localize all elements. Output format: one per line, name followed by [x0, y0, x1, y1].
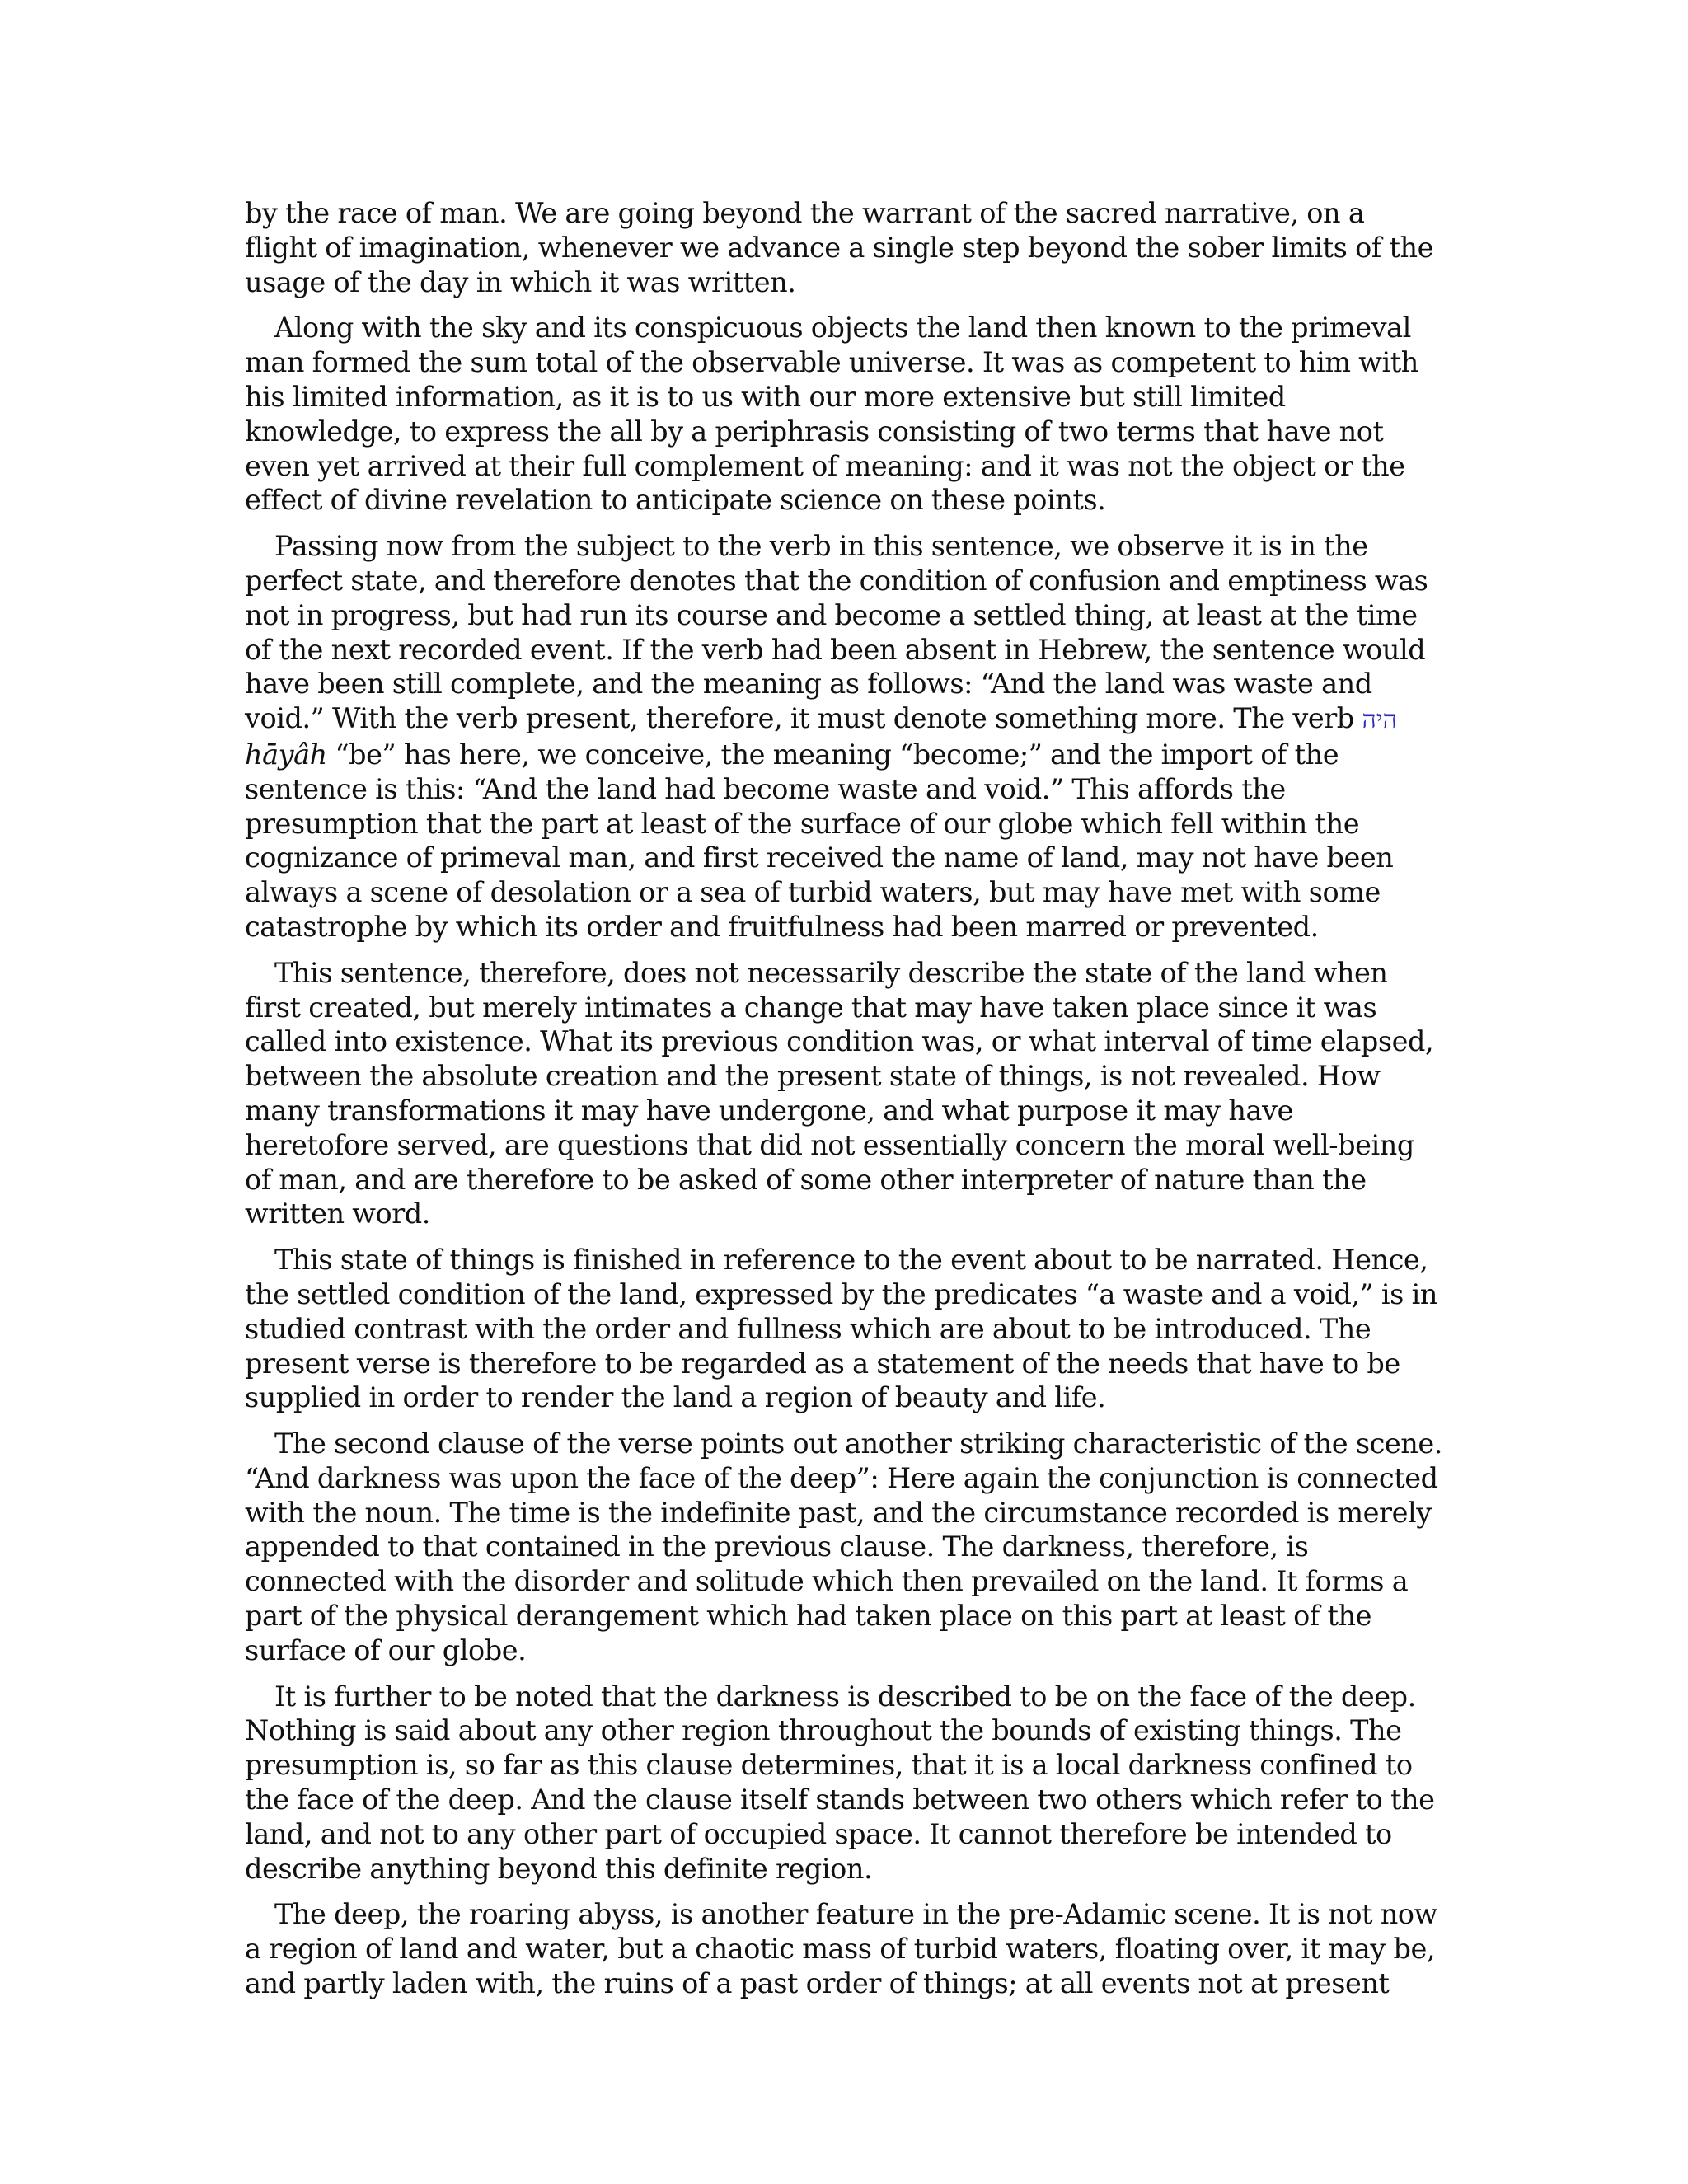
paragraph-sky-and-land: Along with the sky and its conspicuous objects the land then known to the primeval man formed the sum total of the observable universe. It was as competent to him with his limited information, as it is to us with our more extensive but still limited knowledge, to express the all by a periphrasis consisting of two terms that have not even yet arrived at their full complement of meaning: and it was not the object or the effect of divine revelation to anticipate science on these points.	[245, 312, 1418, 517]
paragraph-verb-analysis	[245, 529, 1444, 944]
paragraph-second-clause: The second clause of the verse points out another striking characteristic of the scene. “And darkness was upon the face of the deep”: Here again the conjunction is connected with the noun. The time is the indefinite past, and the circumstance recorded is merely appended to that contained in the previous clause. The darkness, therefore, is connected with the disorder and solitude which then prevailed on the land. It forms a part of the physical derangement which had taken place on this part at least of the surface of our globe.	[245, 1427, 1442, 1666]
paragraph-local-darkness: It is further to be noted that the darkness is described to be on the face of the deep. Nothing is said about any other region throughout the bounds of existing things. The presumption is, so far as this clause determines, that it is a local darkness confined to the face of the deep. And the clause itself stands between two others which refer to the land, and not to any other part of occupied space. It cannot therefore be intended to describe anything beyond this definite region.	[245, 1680, 1435, 1885]
paragraph-change-of-state: This sentence, therefore, does not necessarily describe the state of the land when first created, but merely intimates a change that may have taken place since it was called into existence. What its previous condition was, or what interval of time elapsed, between the absolute creation and the present state of things, is not revealed. How many transformations it may have undergone, and what purpose it may have heretofore served, are questions that did not essentially concern the moral well-being of man, and are therefore to be asked of some other interpreter of nature than the written word.	[245, 956, 1434, 1230]
paragraph-state-finished: This state of things is finished in reference to the event about to be narrated. Hence, the settled condition of the land, expressed by the predicates “a waste and a void,” is in studied contrast with the order and fullness which are about to be introduced. The present verse is therefore to be regarded as a statement of the needs that have to be supplied in order to render the land a region of beauty and life.	[245, 1244, 1437, 1414]
paragraph-the-deep: The deep, the roaring abyss, is another feature in the pre-Adamic scene. It is not now a region of land and water, but a chaotic mass of turbid waters, floating over, it may be, and partly laden with, the ruins of a past order of things; at all events not at present	[245, 1898, 1437, 2000]
transliteration: hāyâh	[245, 738, 327, 771]
paragraph-continuation: by the race of man. We are going beyond the warrant of the sacred narrative, on a flight of imagination, whenever we advance a single step beyond the sober limits of the usage of the day in which it was written.	[245, 197, 1433, 298]
verb-analysis-text-after: “be” has here, we conceive, the meaning “become;” and the import of the sentence is this: “And the land had become waste and void.” This affords the presumption that the part at least of the surface of our globe which fell within the cognizance of primeval man, and first received the name of land, may not have been always a scene of desolation or a sea of turbid waters, but may have met with some catastrophe by which its order and fruitfulness had been marred or prevented.	[245, 738, 1394, 943]
document-page	[245, 196, 1444, 2013]
verb-analysis-text-before: Passing now from the subject to the verb in this sentence, we observe it is in the perfect state, and therefore denotes that the condition of confusion and emptiness was not in progress, but had run its course and become a settled thing, at least at the time of the next recorded event. If the verb had been absent in Hebrew, the sentence would have been still complete, and the meaning as follows: “And the land was waste and void.” With the verb present, therefore, it must denote something more. The verb	[245, 530, 1428, 735]
hebrew-word-link[interactable]: היה	[1362, 705, 1397, 735]
